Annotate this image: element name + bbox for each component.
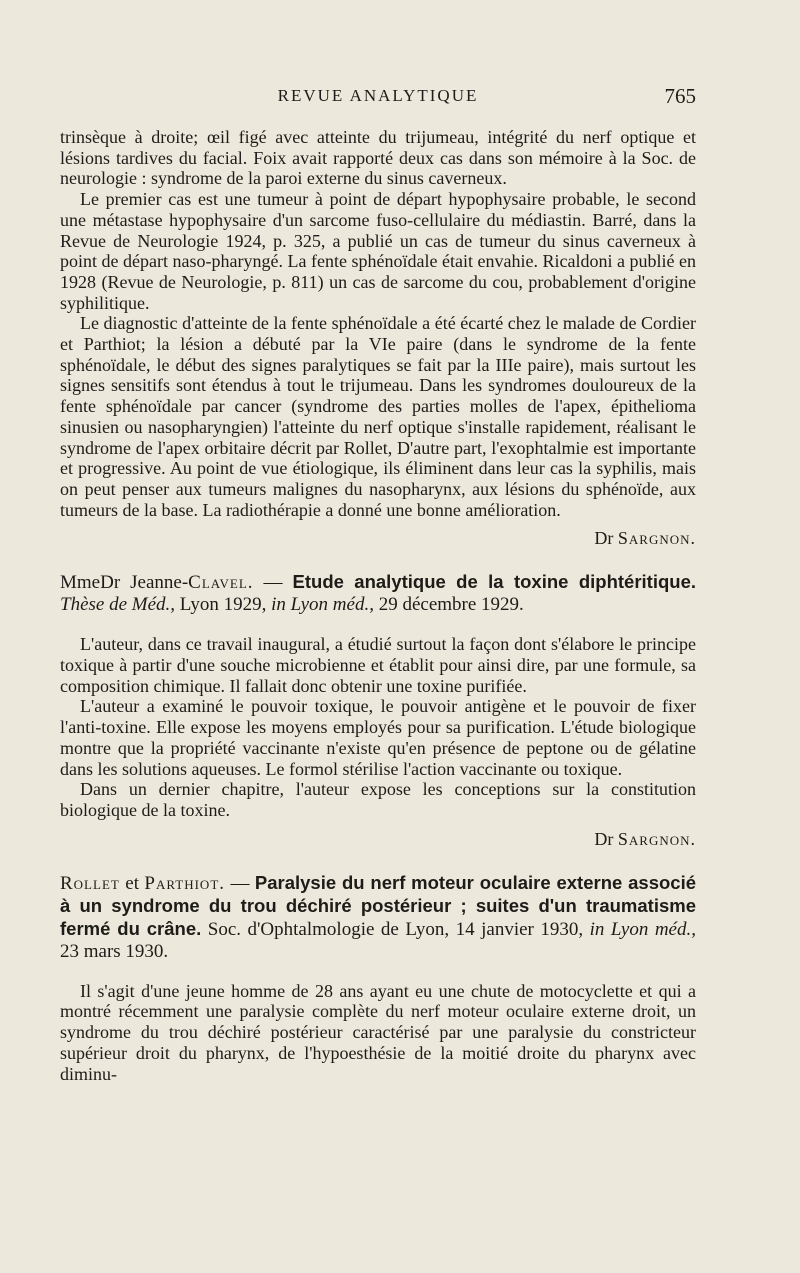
reviewer-signature bbox=[60, 528, 696, 549]
paragraph: Le diagnostic d'atteinte de la fente sphénoïdale a été écarté chez le malade de Cordier et Parthiot; la lésion a débuté par la VIe paire (dans le syndrome de la fente sphénoïdale, le début des signes paralytiques se fait par la IIIe paire), mais surtout les signes sensitifs sont étendus à tout le trijumeau. Dans les syndromes douloureux de la fente sphénoïdale par cancer (syndrome des parties molles de l'apex, épithelioma sinusien ou nasopharyngien) l'atteinte du nerf optique s'installe rapidement, réalisant le syndrome de l'apex orbitaire décrit par Rollet, D'autre part, l'exophtalmie est importante et progressive. Au point de vue étiologique, ils éliminent dans leur cas la syphilis, mais on peut penser aux tumeurs malignes du nasopharynx, aux lésions du sphénoïde, aux tumeurs de la base. La radiothérapie a donné une bonne amélioration. bbox=[60, 313, 696, 520]
paragraph: trinsèque à droite; œil figé avec atteinte du trijumeau, intégrité du nerf optique et lésions tardives du facial. Foix avait rapporté deux cas dans son mémoire à la Soc. de neurologie : syndrome de la paroi externe du sinus caverneux. bbox=[60, 127, 696, 189]
source-date: 23 mars 1930. bbox=[60, 940, 169, 962]
review-abstract bbox=[60, 981, 696, 1085]
paragraph: Le premier cas est une tumeur à point de départ hypophysaire probable, le second une métastase hypophysaire d'un sarcome fuso-cellulaire du médiastin. Barré, dans la Revue de Neurologie 1924, p. 325, a publié un cas de tumeur du sinus caverneux à point de départ naso-pharyngé. La fente sphénoïdale était envahie. Ricaldoni a publié en 1928 (Revue de Neurologie, p. 811) un cas de sarcome du cou, probablement d'origine syphilitique. bbox=[60, 189, 696, 313]
source-italic: Thèse de Méd., bbox=[60, 594, 176, 616]
review-continued bbox=[60, 127, 696, 549]
review-heading bbox=[60, 571, 696, 616]
signature-name: Sargnon. bbox=[617, 528, 696, 549]
reviewer-signature bbox=[60, 829, 696, 850]
paragraph: L'auteur a examiné le pouvoir toxique, le pouvoir antigène et le pouvoir de fixer l'anti-toxine. Elle expose les moyens employés pour sa purification. L'étude biologique montre que la propriété vaccinante n'existe qu'en présence de peptone ou de gélatine dans les solutions aqueuses. Le formol stérilise l'action vaccinante ou toxique. bbox=[60, 696, 696, 779]
review-abstract bbox=[60, 634, 696, 820]
paragraph: Dans un dernier chapitre, l'auteur expose les conceptions sur la constitution biologique de la toxine. bbox=[60, 779, 696, 820]
author-name: Rollet bbox=[60, 872, 120, 894]
paragraph: L'auteur, dans ce travail inaugural, a étudié surtout la façon dont s'élabore le principe toxique à partir d'une souche microbienne et établit pour ainsi dire, par une formule, sa composition chimique. Il fallait donc obtenir une toxine purifiée. bbox=[60, 634, 696, 696]
source-journal: in Lyon méd., bbox=[589, 918, 696, 940]
source-date: 29 décembre 1929. bbox=[373, 594, 524, 616]
signature-title: Dr bbox=[594, 528, 614, 549]
review-title: Paralysie du nerf moteur oculaire externe associé à un syndrome du trou déchiré postérieur ; suites d'un traumatisme fermé du crâne. bbox=[60, 871, 697, 939]
source-journal: in Lyon méd., bbox=[271, 594, 374, 616]
review-title: Etude analytique de la toxine diphtéritique. bbox=[292, 571, 696, 593]
heading-dash: — bbox=[253, 572, 293, 594]
review-heading bbox=[60, 872, 696, 963]
page-body bbox=[60, 127, 696, 1084]
running-title: REVUE ANALYTIQUE bbox=[277, 86, 479, 105]
author-name: Parthiot. bbox=[144, 872, 226, 894]
author-name: Clavel. bbox=[188, 572, 254, 594]
heading-dash: — bbox=[225, 872, 255, 894]
source-text: Lyon 1929, bbox=[175, 594, 272, 616]
page-header bbox=[60, 86, 696, 114]
paragraph: Il s'agit d'une jeune homme de 28 ans ayant eu une chute de motocyclette et qui a montré récemment une paralysie complète du nerf moteur oculaire externe droit, un syndrome du trou déchiré postérieur caractérisé par une paralysie du constricteur supérieur droit du pharynx, de l'hypoesthésie de la moitié droite du pharynx avec diminu- bbox=[60, 980, 696, 1084]
signature-title: Dr bbox=[594, 828, 614, 849]
signature-name: Sargnon. bbox=[617, 828, 696, 849]
author-prefix: MmeDr Jeanne- bbox=[60, 572, 189, 594]
review-entry bbox=[60, 872, 696, 1085]
source-text: Soc. d'Ophtalmologie de Lyon, 14 janvier 1930, bbox=[201, 918, 590, 940]
review-entry bbox=[60, 571, 696, 849]
page-number: 765 bbox=[664, 84, 696, 108]
author-conjunction: et bbox=[119, 872, 145, 894]
